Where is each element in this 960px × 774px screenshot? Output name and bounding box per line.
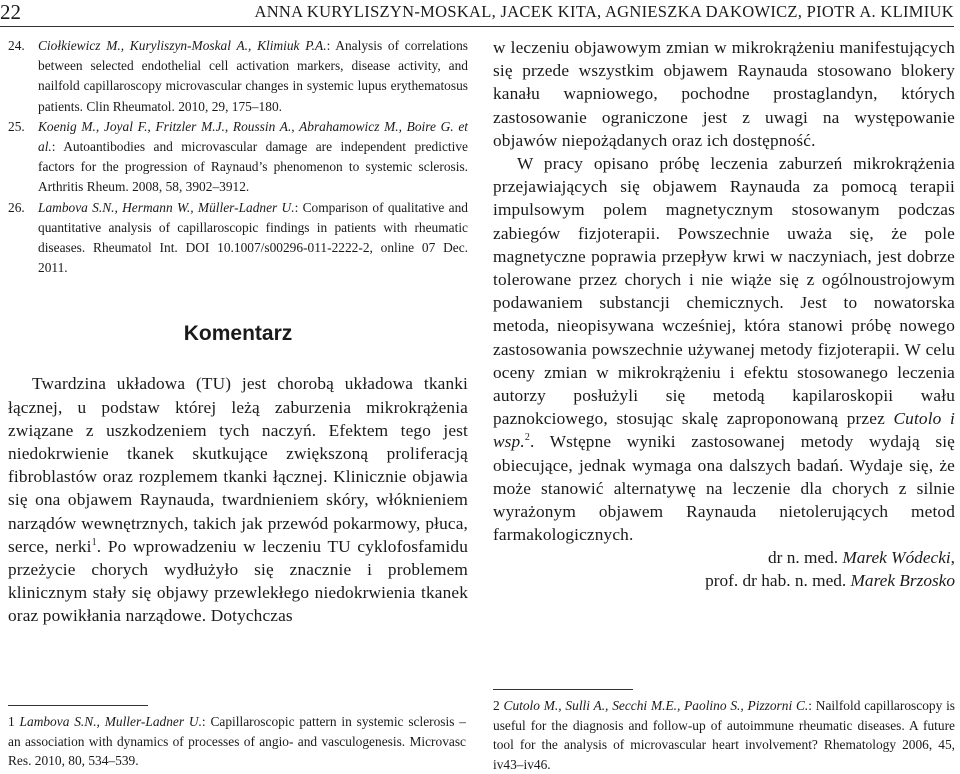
- signature-name: Marek Brzosko: [850, 571, 955, 591]
- reference-authors: Ciołkiewicz M., Kuryliszyn-Moskal A., Klimiuk P.A.: [38, 38, 327, 53]
- running-head: ANNA KURYLISZYN-MOSKAL, JACEK KITA, AGNIESZKA DAKOWICZ, PIOTR A. KLIMIUK: [254, 2, 954, 21]
- comment-text: . Wstępne wyniki zastosowanej metody wydają się obiecujące, jednak wymaga ona dalszych badań. Wydaje się, że może stanowić alternatywę na leczenie dla chorych z silnie wyrażonym objawem Raynauda nietolerujących metod farmakologicznych.: [493, 432, 955, 545]
- footnote-text: : Capillaroscopic pattern in systemic sclerosis – an association with dynamics of processes of angio- and vasculogenesis. Microvasc Res. 2010, 80, 534–539.: [8, 714, 466, 768]
- footnote-number: 2: [493, 698, 500, 713]
- comment-text: Twardzina układowa (TU) jest chorobą układowa tkanki łącznej, u podstaw której leżą zaburzenia mikrokrążenia związane z uszkodzeniem tych naczyń. Efektem tego jest niedokrwienie tkanek skutkujące zwiększoną proliferacją fibroblastów oraz rozplemem tkanki łącznej. Klinicznie objawia się ona objawem Raynauda, twardnieniem skóry, włóknieniem narządów wewnętrznych, takich jak przewód pokarmowy, płuca, serce, nerki: [8, 374, 468, 556]
- signature-1: [493, 546, 955, 569]
- footnote-text: : Nailfold capillaroscopy is useful for the diagnosis and follow-up of autoimmune rheumatic diseases. A future tool for the analysis of microvascular heart involvement? Rhematology 2006, 45, iv43–iv46.: [493, 698, 956, 772]
- comment-paragraph: [493, 152, 955, 546]
- footnote-rule: [8, 705, 148, 706]
- footnote-ref: 2: [524, 432, 530, 444]
- reference-item: [8, 117, 468, 198]
- reference-authors: Koenig M., Joyal F., Fritzler M.J., Roussin A., Abrahamowicz M., Boire G. et al.: [38, 118, 468, 155]
- reference-item: [8, 198, 468, 279]
- reference-text: : Autoantibodies and microvascular damage are independent predictive factors for the progression of Raynaud’s phenomenon to systemic sclerosis. Arthritis Rheum. 2008, 58, 3902–3912.: [38, 139, 468, 195]
- reference-item: [8, 36, 468, 117]
- footnote-authors: Lambova S.N., Muller-Ladner U.: [19, 714, 202, 729]
- footnote-1: [8, 712, 466, 771]
- signature-title: prof. dr hab. n. med.: [705, 571, 851, 591]
- comment-paragraph: w leczeniu objawowym zmian w mikrokrążeniu manifestujących się przede wszystkim objawem Raynauda stosowano blokery kanału wapniowego, pochodne prostaglandyn, których zastosowanie ograniczone jest z uwagi na występowanie objawów niepożądanych oraz ich dostępność.: [493, 38, 955, 150]
- signature-title: dr n. med.: [768, 548, 843, 568]
- footnote-rule: [493, 689, 633, 690]
- signature-2: [493, 569, 955, 592]
- reference-number: 24.: [8, 38, 25, 53]
- reference-number: 25.: [8, 118, 25, 134]
- page-header: [0, 2, 954, 27]
- reference-text: : Comparison of qualitative and quantitative analysis of capillaroscopic findings in patients with rheumatic diseases. Rheumatol Int. DOI 10.1007/s00296-011-2222-2, online 07 Dec. 2011.: [38, 199, 468, 276]
- footnote-authors: Cutolo M., Sulli A., Secchi M.E., Paolino S., Pizzorni C.: [503, 698, 809, 713]
- page-number: 22: [0, 0, 21, 24]
- left-column: [8, 36, 468, 628]
- section-heading: Komentarz: [183, 322, 293, 346]
- reference-authors: Lambova S.N., Hermann W., Müller-Ladner U.: [38, 199, 295, 215]
- signature-punct: ,: [950, 548, 955, 568]
- comment-text: W pracy opisano próbę leczenia zaburzeń mikrokrążenia przejawiających się objawem Raynauda za pomocą terapii impulsowym polem magnetycznym stosowanym podczas zabiegów fizjoterapii. Powszechnie uważa się, że pole magnetyczne poprawia przepływ krwi w naczyniach, jest dobrze tolerowane przez chorych i nie wiąże się z ogólnoustrojowym podawaniem substancji chemicznych. Jest to nowatorska metoda, nieopisywana wcześniej, która stanowi próbę nowego zastosowania powszechnie używanej metody fizjoterapii. W celu oceny zmian w mikrokrążeniu i efektu stosowanego leczenia autorzy posłużyli się metodą kapilaroskopii wału paznokciowego, stosując skalę zaproponowaną przez: [493, 154, 955, 429]
- reference-number: 26.: [8, 199, 25, 215]
- footnote-ref: 1: [91, 537, 97, 549]
- footnote-number: 1: [8, 714, 15, 729]
- footnote-2: [493, 696, 955, 774]
- comment-citation: Cutolo i wsp.: [493, 409, 956, 452]
- comment-text: . Po wprowadzeniu w leczeniu TU cyklofosfamidu przeżycie chorych wydłużyło się znacznie i problemem klinicznym stały się objawy przewlekłego niedokrwienia tkanek oraz powikłania narządowe. Dotychczas: [8, 536, 468, 626]
- signature-name: Marek Wódecki: [842, 548, 951, 568]
- reference-text: : Analysis of correlations between selected endothelial cell activation markers, disease activity, and nailfold capillaroscopy microvascular changes in systemic lupus erythematosus patients. Clin Rheumatol. 2010, 29, 175–180.: [38, 38, 468, 114]
- comment-paragraph: [8, 372, 468, 627]
- right-column: [493, 36, 955, 592]
